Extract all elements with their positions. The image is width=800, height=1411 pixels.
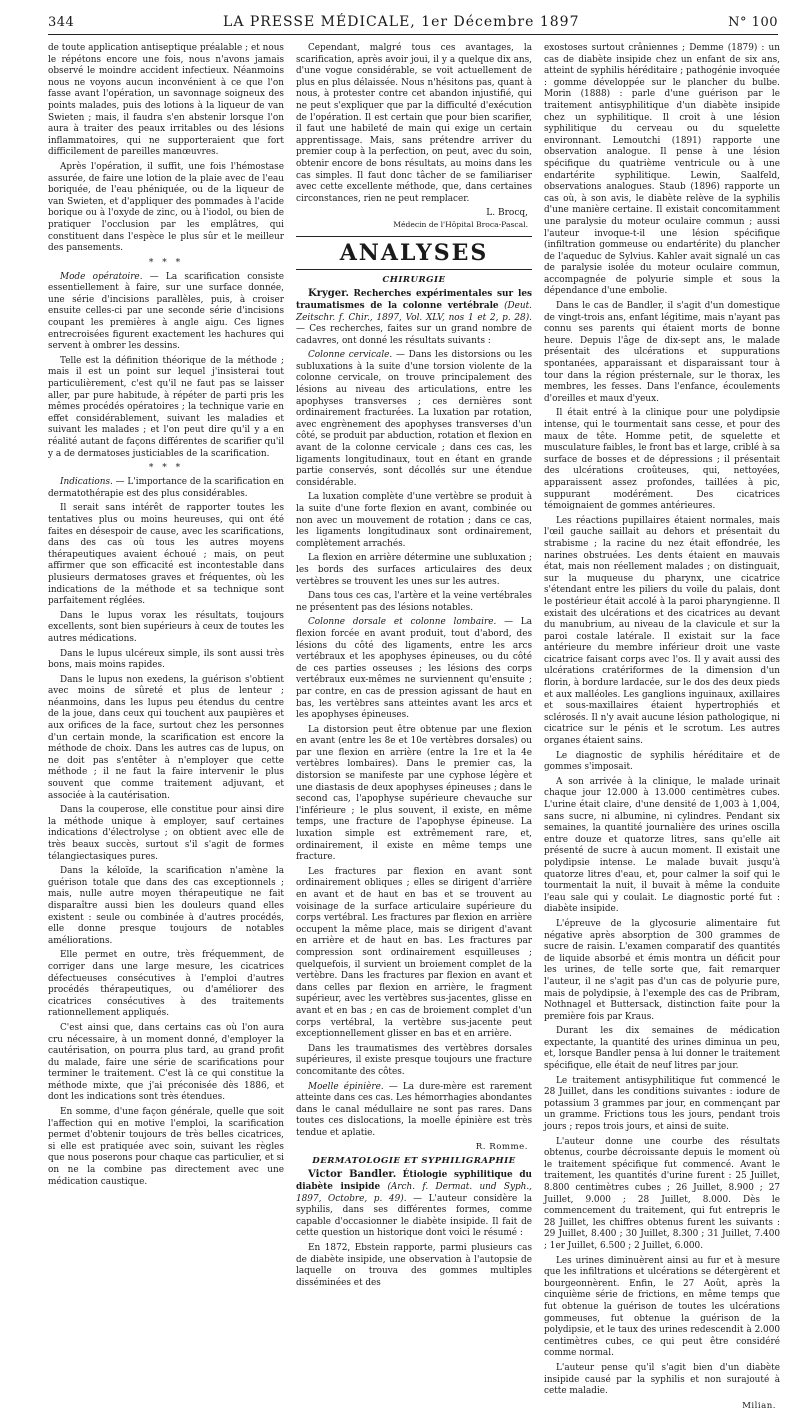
article-title: Recherches expérimentales sur les traumatismes de la colonne vertébrale bbox=[296, 289, 532, 311]
paragraph: Durant les dix semaines de médication expectante, la quantité des urines diminua un peu, et, lorsque Bandler pensa à lui donner le traitement spécifique, elle était de neuf litres par jour. bbox=[544, 1026, 780, 1072]
paragraph bbox=[48, 272, 284, 353]
paragraph bbox=[296, 350, 532, 489]
article-author: Victor Bandler. bbox=[308, 1169, 397, 1181]
paragraph-text: — Ces recherches, faites sur un grand nombre de cadavres, ont donné les résultats suivants : bbox=[296, 324, 532, 346]
separator: * * * bbox=[148, 257, 184, 268]
paragraph: Elle permet en outre, très fréquemment, de corriger dans une large mesure, les cicatrices défectueuses consécutives à l'emploi d'autres procédés thérapeutiques, ou d'améliorer des cicatrices consécutives à des traitements rationnellement appliqués. bbox=[48, 950, 284, 1019]
article-heading bbox=[296, 1169, 532, 1240]
article-reference: (Deut. Zeitschr. f. Chir., 1897, Vol. XLV, nos 1 et 2, p. 28). bbox=[296, 300, 532, 323]
paragraph: Il était entré à la clinique pour une polydipsie intense, qui le tourmentait sans cesse, et pour des maux de tête. Homme petit, de squelette et musculature faibles, le front bas et large, criblé à sa surface de bosses et de dépressions ; il présentait des ulcérations croûteuses, qui, nettoyées, apparaissent assez profondes, taillées à pic, suppurant modérément. Des cicatrices témoignaient de gommes antérieures. bbox=[544, 408, 780, 512]
article-reference: (Arch. f. Dermat. und Syph., 1897, Octobre, p. 49). bbox=[296, 1182, 533, 1204]
signature-role: Médecin de l'Hôpital Broca-Pascal. bbox=[393, 220, 528, 230]
reviewer-name: Milian. bbox=[742, 1400, 776, 1411]
run-in-heading: Colonne dorsale et colonne lombaire. bbox=[308, 617, 497, 628]
paragraph-text: — La dure-mère est rarement atteinte dans ces cas. Les hémorrhagies abondantes dans le canal médullaire ne sont pas rares. Dans toutes ces dislocations, la moelle épinière est très tendue et aplatie. bbox=[296, 1081, 533, 1138]
journal-title: LA PRESSE MÉDICALE, 1er Décembre 1897 bbox=[223, 14, 580, 30]
paragraph: Les fractures par flexion en avant sont ordinairement obliques ; elles se dirigent d'arrière en avant et de haut en bas et se trouvent au voisinage de la surface articulaire supérieure du corps vertébral. Les fractures par flexion en arrière occupent la même place, mais se dirigent d'avant en arrière et de haut en bas. Les fractures par compression sont ordinairement esquilleuses ; quelquefois, il survient un broiement complet de la vertèbre. Dans les fractures par flexion en avant et dans celles par flexion en arrière, le fragment supérieur, avec les vertèbres sus-jacentes, glisse en avant et en bas ; en cas de broiement complet d'un corps vertébral, la vertèbre sus-jacente peut exceptionnellement glisser en bas et en arrière. bbox=[296, 866, 532, 1040]
subsection-heading: DERMATOLOGIE ET SYPHILIGRAPHIE bbox=[312, 1156, 516, 1167]
page-header bbox=[48, 14, 778, 35]
subsection-heading: CHIRURGIE bbox=[382, 275, 446, 286]
paragraph: Le traitement antisyphilitique fut commencé le 28 Juillet, dans les conditions suivantes : iodure de potassium 3 grammes par jour, en commençant par un gramme. Frictions tous les jours, pendant trois jours ; repos trois jours, et ainsi de suite. bbox=[544, 1075, 780, 1133]
reviewer-name: R. Romme. bbox=[475, 1142, 528, 1153]
run-in-heading: Colonne cervicale. bbox=[308, 350, 393, 361]
paragraph: L'épreuve de la glycosurie alimentaire fut négative après absorption de 300 grammes de sucre de raisin. L'examen comparatif des quantités de liquide absorbé et émis montra un déficit pour les urines, de telle sorte que, fait remarquer l'auteur, il ne s'agit pas d'un cas de polyurie pure, mais de polydipsie, à l'exemple des cas de Pribram, Nothnagel et Buttersack, distinction faite pour la première fois par Kraus. bbox=[544, 918, 780, 1022]
run-in-heading: Moelle épinière. bbox=[308, 1081, 384, 1092]
paragraph-text: — La flexion forcée en avant produit, tout d'abord, des lésions du côté des ligaments, entre les arcs vertébraux et les apophyses épineuses, ou du côté de ces parties osseuses ; les lésions des corps vertébraux eux-mêmes ne surviennent qu'ensuite ; par contre, en cas de pression agissant de haut en bas, les vertèbres sans atteintes avant les arcs et les apophyses épineuses. bbox=[296, 617, 532, 721]
column-3 bbox=[544, 43, 781, 1411]
paragraph: La luxation complète d'une vertèbre se produit à la suite d'une forte flexion en avant, combinée ou non avec un mouvement de rotation ; dans ce cas, les ligaments longitudinaux sont ordinairement, complètement arrachés. bbox=[296, 492, 532, 549]
paragraph: A son arrivée à la clinique, le malade urinait chaque jour 12.000 à 13.000 centimètres cubes. L'urine était claire, d'une densité de 1,003 à 1,004, sans sucre, ni albumine, ni cylindres. Pendant six semaines, la quantité journalière des urines oscilla entre douze et quatorze litres, sans qu'elle ait présenté de sucre à aucun moment. Il existait une polydipsie intense. Le malade buvait jusqu'à quatorze litres d'eau, et, pour calmer la soif qui le tourmentait la nuit, il buvait à même la conduite l'eau sale qui y coulait. Le diagnostic porté fut : diabète insipide. bbox=[544, 776, 780, 915]
paragraph: Cependant, malgré tous ces avantages, la scarification, après avoir joui, il y a quelque dix ans, d'une vogue considérable, se voit actuellement de plus en plus délaissée. Nous n'hésitons pas, quant à nous, à protester contre cet abandon injustifié, qui ne peut s'expliquer que par la difficulté d'exécution de l'opération. Il est certain que pour bien scarifier, il faut une habileté de main qui exige un certain apprentissage. Mais, sans prétendre arriver du premier coup à la perfection, on peut, avec du soin, obtenir encore de bons résultats, au moins dans les cas simples. Il faut donc tâcher de se familiariser avec cette excellente méthode, que, dans certaines circonstances, rien ne peut remplacer. bbox=[296, 43, 532, 204]
paragraph: Après l'opération, il suffit, une fois l'hémostase assurée, de faire une lotion de la plaie avec de l'eau boriquée, de l'eau phéniquée, ou de la liqueur de van Swieten, et d'appliquer des pommades à l'acide borique ou à l'oxyde de zinc, ou à l'iodol, ou bien de pratiquer l'occlusion par les emplâtres, qui constituent dans l'espèce le plus sûr et le meilleur des pansements. bbox=[48, 161, 284, 254]
article-title: Étiologie syphilitique du diabète insipide bbox=[296, 1170, 532, 1193]
paragraph: Dans le cas de Bandler, il s'agit d'un domestique de vingt-trois ans, enfant légitime, mais n'ayant pas connu ses parents qui étaient morts de bonne heure. Depuis l'âge de dix-sept ans, le malade présentait des ulcérations et suppurations spontanées, apparaissant et disparaissant tour à tour dans la région présternale, sur le thorax, les membres, les fesses. Dans l'enfance, écoulements d'oreilles et maux d'yeux. bbox=[544, 301, 780, 404]
paragraph: Les réactions pupillaires étaient normales, mais l'œil gauche saillait au dehors et présentait du strabisme ; la racine du nez était effondrée, les narines obstruées. Les dents étaient en mauvais état, mais non réellement malades ; on distinguait, sur la muqueuse du pharynx, une cicatrice s'étendant entre les piliers du voile du palais, dont le postérieur était accolé à la paroi pharyngienne. Il existait des ulcérations et des cicatrices au devant du manubrium, au niveau de la clavicule et sur la paroi costale latérale. Il existait sur la face antérieure du membre inférieur droit une vaste cicatrice faisant corps avec l'os. Il y avait aussi des ulcérations cratériformes de la dimension d'un florin, à bordure lardacée, sur le dos des deux pieds et aux malléoles. Les ganglions inguinaux, axillaires et sous-maxillaires étaient hypertrophiés et sclérosés. Il n'y avait aucune lésion pathologique, ni cicatrice sur le pénis et le scrotum. Les autres organes étaient sains. bbox=[544, 515, 780, 747]
paragraph bbox=[296, 617, 532, 721]
paragraph-text: — La scarification consiste essentiellement à faire, sur une surface donnée, une série d'incisions parallèles, puis, à croiser ensuite celles-ci par une seconde série d'incisions coupant les premières à angle aigu. Ces lignes entrecroisées figurent exactement les hachures qui servent à ombrer les dessins. bbox=[48, 271, 284, 352]
article-heading bbox=[296, 288, 532, 347]
paragraph-text: — L'importance de la scarification en dermatothérapie est des plus considérables. bbox=[48, 477, 284, 499]
section-title: ANALYSES bbox=[296, 236, 532, 270]
signature bbox=[296, 208, 528, 230]
paragraph: En 1872, Ebstein rapporte, parmi plusieurs cas de diabète insipide, une observation à l'autopsie de laquelle on trouva des gommes multiples disséminées et des bbox=[296, 1243, 532, 1288]
paragraph-text: — L'auteur considère la syphilis, dans ses différentes formes, comme capable d'occasionner le diabète insipide. Il fait de cette question un historique dont voici le résumé : bbox=[296, 1193, 532, 1239]
signature-name: L. Brocq, bbox=[486, 208, 528, 219]
page-number: 344 bbox=[48, 15, 75, 30]
paragraph: L'auteur pense qu'il s'agit bien d'un diabète insipide causé par la syphilis et non surajouté à cette maladie. bbox=[544, 1362, 780, 1397]
article-author: Kryger. bbox=[308, 288, 349, 300]
paragraph: En somme, d'une façon générale, quelle que soit l'affection qui en motive l'emploi, la scarification permet d'obtenir toujours de très belles cicatrices, si elle est pratiquée avec soin, suivant les règles que nous poserons pour chaque cas particulier, et si on ne la combine pas directement avec une médication caustique. bbox=[48, 1107, 284, 1187]
paragraph: Les urines diminuèrent ainsi au fur et à mesure que les infiltrations et ulcérations se détergèrent et bourgeonnèrent. Enfin, le 27 Août, après la cinquième série de frictions, en même temps que fut obtenue la guérison de toutes les ulcérations gommeuses, fut obtenue la guérison de la polydipsie, et le taux des urines redescendit à 2.000 centimètres cubes, ce qui peut être considéré comme normal. bbox=[544, 1255, 780, 1359]
run-in-heading: Indications. bbox=[60, 477, 113, 488]
paragraph: de toute application antiseptique préalable ; et nous le répétons encore une fois, nous n'avons jamais observé le moindre accident infectieux. Néanmoins nous ne voyons aucun inconvénient à ce que l'on fasse avant l'opération, un savonnage soigneux des points malades, puis des lotions à la liqueur de van Swieten ; mais, il faudra s'en abstenir lorsque l'on aura à traiter des peaux irritables ou des lésions inflammatoires, qui ne supporteraient que fort difficilement de pareilles manœuvres. bbox=[48, 43, 284, 158]
paragraph: Dans la kéloïde, la scarification n'amène la guérison totale que dans des cas exceptionnels ; mais, nulle autre moyen thérapeutique ne fait disparaître aussi bien les douleurs quand elles existent : seule ou combinée à d'autres procédés, elle donne presque toujours de notables améliorations. bbox=[48, 866, 284, 946]
paragraph: Le diagnostic de syphilis héréditaire et de gommes s'imposait. bbox=[544, 750, 780, 773]
separator: * * * bbox=[148, 463, 184, 474]
paragraph: L'auteur donne une courbe des résultats obtenus, courbe décroissante depuis le moment où le traitement spécifique fut commencé. Avant le traitement, les quantités d'urine furent : 25 Juillet, 8.800 centimètres cubes ; 26 Juillet, 8.900 ; 27 Juillet, 9.000 ; 28 Juillet, 8.000. Dès le commencement du traitement, qui fut entrepris le 28 Juillet, les chiffres obtenus furent les suivants : 29 Juillet, 8.400 ; 30 Juillet, 8.300 ; 31 Juillet, 7.400 ; 1er Juillet, 6.500 ; 2 Juillet, 6.000. bbox=[544, 1136, 780, 1251]
paragraph: Dans la couperose, elle constitue pour ainsi dire la méthode unique à employer, sauf certaines indications d'électrolyse ; on obtient avec elle de très beaux succès, surtout s'il s'agit de formes télangiectasiques pures. bbox=[48, 805, 284, 862]
paragraph bbox=[296, 1082, 532, 1140]
issue-number: N° 100 bbox=[728, 15, 778, 30]
paragraph: exostoses surtout crâniennes ; Demme (1879) : un cas de diabète insipide chez un enfant de six ans, atteint de syphilis héréditaire ; pathogénie invoquée : gomme développée sur le plancher du bulbe. Morin (1888) : parle d'une guérison par le traitement antisyphilitique d'un diabète insipide chez un syphilitique. Il croit à une lésion syphilitique du cerveau ou du squelette environnant. Lemoutchi (1891) rapporte une observation analogue. Il pense à une lésion spécifique du quatrième ventricule ou à une endartérite syphilitique. Lewin, Saalfeld, observations analogues. Staub (1896) rapporte un cas où, à son avis, le diabète relève de la syphilis d'une manière certaine. Il existait concomitamment une paralysie du moteur oculaire commun ; aussi l'auteur invoque-t-il une lésion spécifique (infiltration gommeuse ou endartérite) du plancher de l'aqueduc de Sylvius. Kahler avait signalé un cas de paralysie isolée du moteur oculaire commun, accompagnée de polyurie simple et sous la dépendance d'une embolie. bbox=[544, 43, 781, 297]
paragraph: C'est ainsi que, dans certains cas où l'on aura cru nécessaire, à un moment donné, d'employer la cautérisation, on pourra plus tard, au grand profit du malade, faire une série de scarifications pour terminer le traitement. C'est là ce qui constitue la méthode mixte, que j'ai préconisée dès 1886, et dont les indications sont très étendues. bbox=[48, 1022, 284, 1103]
paragraph: Il serait sans intérêt de rapporter toutes les tentatives plus ou moins heureuses, qui ont été faites en désespoir de cause, avec les scarifications, dans des cas où tous les autres moyens thérapeutiques avaient échoué ; mais, on peut affirmer que son efficacité est incontestable dans plusieurs dermatoses graves et fréquentes, où les indications de la méthode et sa technique sont parfaitement réglées. bbox=[48, 503, 284, 607]
paragraph: La flexion en arrière détermine une subluxation ; les bords des surfaces articulaires des deux vertèbres se trouvent les unes sur les autres. bbox=[296, 553, 532, 587]
paragraph: Dans le lupus vorax les résultats, toujours excellents, sont bien supérieurs à ceux de toutes les autres médications. bbox=[48, 610, 284, 644]
paragraph: Dans le lupus non exedens, la guérison s'obtient avec moins de sûreté et plus de lenteur ; néanmoins, dans les lupus peu étendus du centre de la joue, dans ceux qui touchent aux paupières et aux orifices de la face, surtout chez les personnes d'un certain monde, la scarification est encore la méthode de choix. Dans les autres cas de lupus, on ne doit pas s'entêter à n'employer que cette méthode ; il ne faut la faire intervenir le plus souvent que comme traitement adjuvant, et associée à la cautérisation. bbox=[48, 674, 284, 801]
column-1 bbox=[48, 43, 284, 1187]
paragraph: Dans les traumatismes des vertèbres dorsales supérieures, il existe presque toujours une fracture concomitante des côtes. bbox=[296, 1043, 532, 1077]
paragraph: La distorsion peut être obtenue par une flexion en avant (entre les 8e et 10e vertèbres dorsales) ou par une flexion en arrière (entre la 1re et la 4e vertèbres lombaires). Dans le premier cas, la distorsion se manifeste par une cyphose légère et une diastasis de deux apophyses épineuses ; dans le second cas, l'apophyse supérieure chevauche sur l'inférieure ; le plus souvent, il existe, en même temps, une fracture de l'apophyse épineuse. La luxation simple est extrêmement rare, et, ordinairement, il existe en même temps une fracture. bbox=[296, 724, 532, 863]
paragraph: Telle est la définition théorique de la méthode ; mais il est un point sur lequel j'insisterai tout particulièrement, c'est qu'il ne faut pas se laisser aller, par pure habitude, à répéter de parti pris les mêmes procédés opératoires ; la technique varie en effet considérablement, suivant les maladies et suivant les malades ; et l'on peut dire qu'il y a en réalité autant de façons différentes de scarifier qu'il y a de dermatoses justiciables de la scarification. bbox=[48, 355, 284, 459]
paragraph-text: — Dans les distorsions ou les subluxations à la suite d'une torsion violente de la colonne cervicale, on trouve principalement des lésions au niveau des articulations, entre les apophyses transverses ; ces dernières sont ordinairement fracturées. La luxation par rotation, avec engrènement des apophyses transverses d'un côté, se produit par abduction, rotation et flexion en avant de la colonne cervicale ; dans ces cas, les ligaments longitudinaux, tout en étant en grande partie conservés, sont décollés sur une étendue considérable. bbox=[296, 350, 533, 488]
paragraph bbox=[48, 477, 284, 500]
column-2 bbox=[296, 43, 533, 1288]
columns bbox=[48, 43, 781, 1411]
paragraph: Dans le lupus ulcéreux simple, ils sont aussi très bons, mais moins rapides. bbox=[48, 648, 284, 671]
paragraph: Dans tous ces cas, l'artère et la veine vertébrales ne présentent pas des lésions notables. bbox=[296, 591, 532, 613]
run-in-heading: Mode opératoire. bbox=[60, 271, 143, 282]
